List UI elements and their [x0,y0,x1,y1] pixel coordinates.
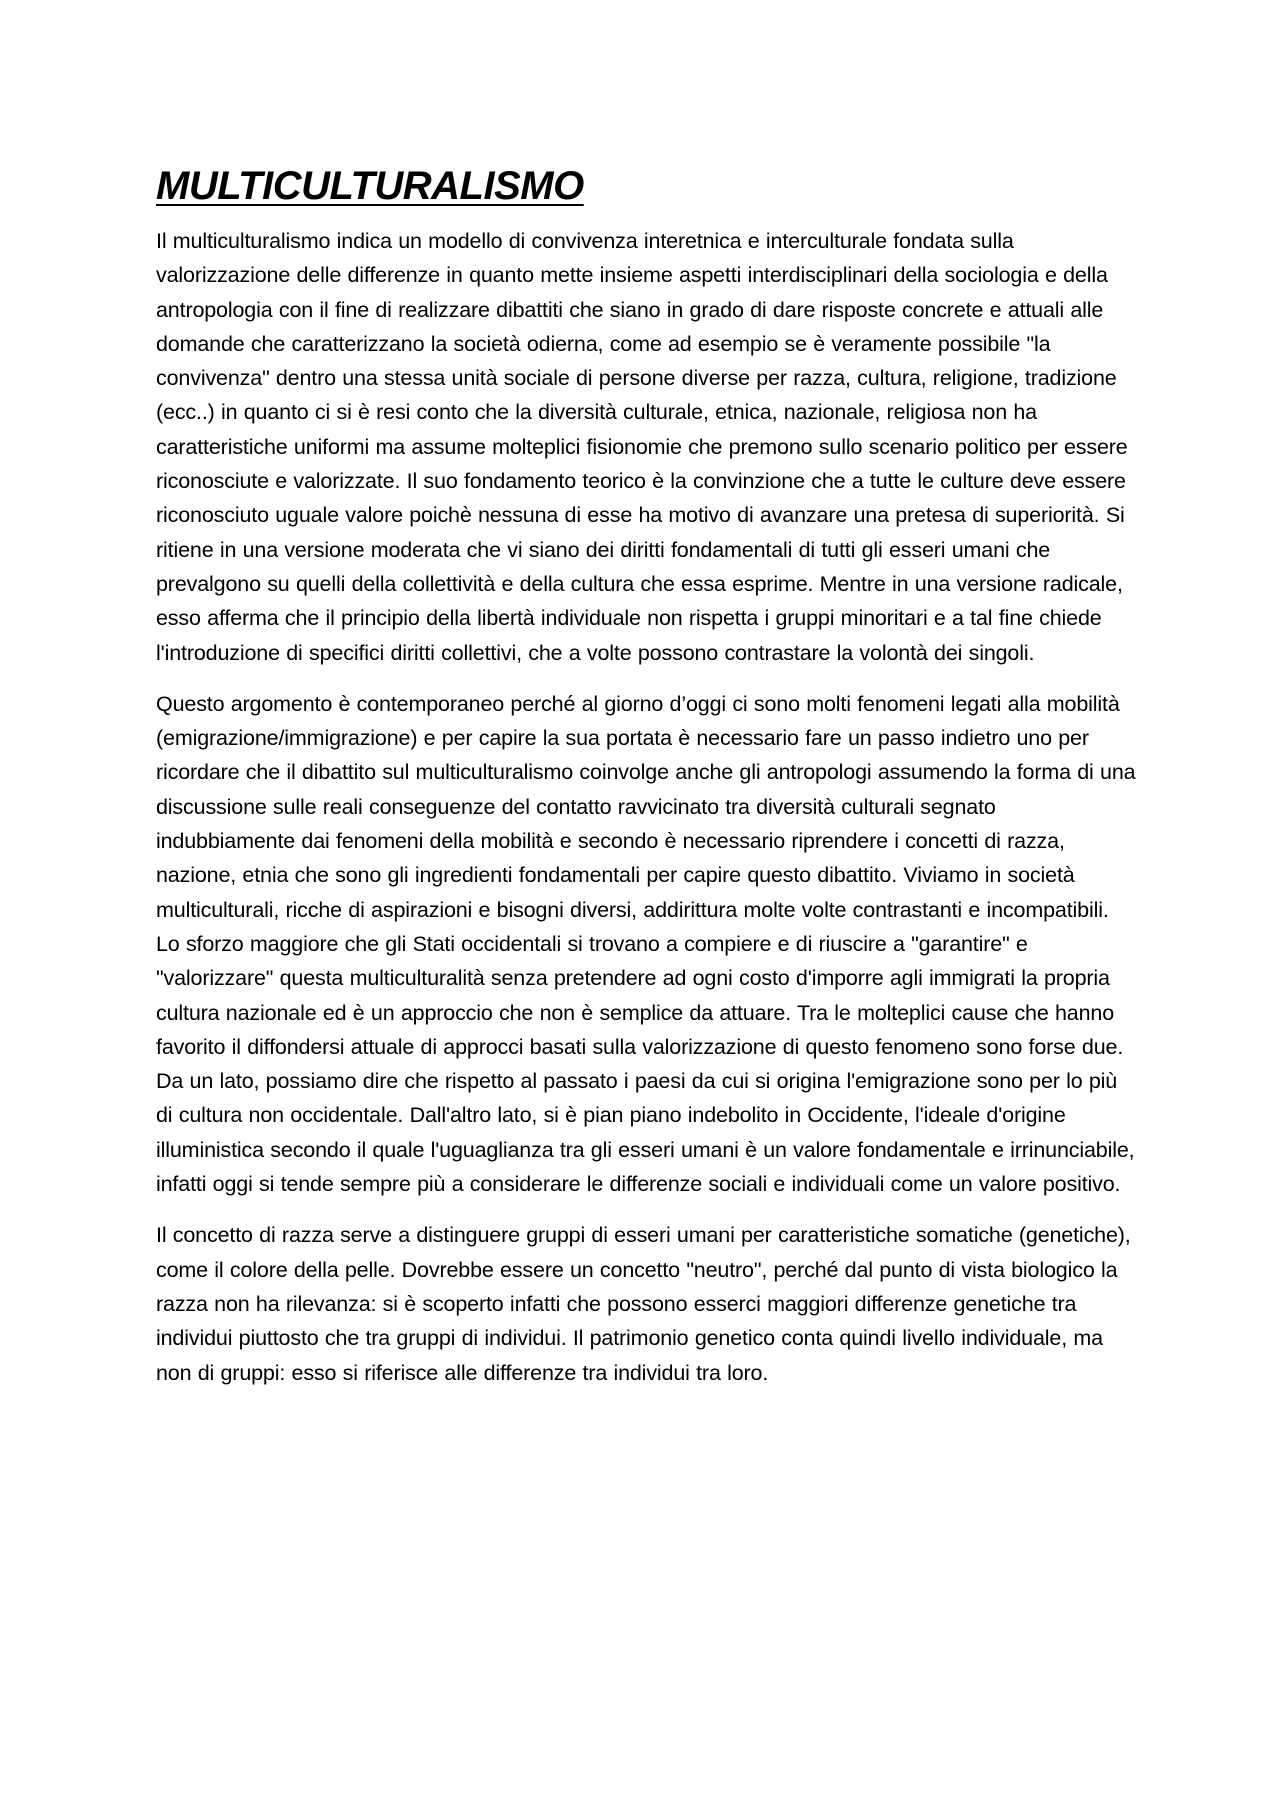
paragraph-race: Il concetto di razza serve a distinguere gruppi di esseri umani per caratteristiche somatiche (genetiche), come il colore della pelle. Dovrebbe essere un concetto "neutro", perché dal punto di vista biologico la razza non ha rilevanza: si è scoperto infatti che possono esserci maggiori differenze genetiche tra individui piuttosto che tra gruppi di individui. Il patrimonio genetico conta quindi livello individuale, ma non di gruppi: esso si riferisce alle differenze tra individui tra loro. [156,1223,1131,1385]
document-body [156,160,1136,1407]
document-title: MULTICULTURALISMO [156,164,584,208]
paragraph-contemporary: Questo argomento è contemporaneo perché al giorno d’oggi ci sono molti fenomeni legati alla mobilità (emigrazione/immigrazione) e per capire la sua portata è necessario fare un passo indietro uno per ricordare che il dibattito sul multiculturalismo coinvolge anche gli antropologi assumendo la forma di una discussione sulle reali conseguenze del contatto ravvicinato tra diversità culturali segnato indubbiamente dai fenomeni della mobilità e secondo è necessario riprendere i concetti di razza, nazione, etnia che sono gli ingredienti fondamentali per capire questo dibattito. Viviamo in società multiculturali, ricche di aspirazioni e bisogni diversi, addirittura molte volte contrastanti e incompatibili. Lo sforzo maggiore che gli Stati occidentali si trovano a compiere e di riuscire a "garantire" e "valorizzare" questa multiculturalità senza pretendere ad ogni costo d'imporre agli immigrati la propria cultura nazionale ed è un approccio che non è semplice da attuare. Tra le molteplici cause che hanno favorito il diffondersi attuale di approcci basati sulla valorizzazione di questo fenomeno sono forse due. Da un lato, possiamo dire che rispetto al passato i paesi da cui si origina l'emigrazione sono per lo più di cultura non occidentale. Dall'altro lato, si è pian piano indebolito in Occidente, l'ideale d'origine illuministica secondo il quale l'uguaglianza tra gli esseri umani è un valore fondamentale e irrinunciabile, infatti oggi si tende sempre più a considerare le differenze sociali e individuali come un valore positivo. [156,691,1136,1197]
paragraph-intro: Il multiculturalismo indica un modello di convivenza interetnica e interculturale fondata sulla valorizzazione delle differenze in quanto mette insieme aspetti interdisciplinari della sociologia e della antropologia con il fine di realizzare dibattiti che siano in grado di dare risposte concrete e attuali alle domande che caratterizzano la società odierna, come ad esempio se è veramente possibile "la convivenza" dentro una stessa unità sociale di persone diverse per razza, cultura, religione, tradizione (ecc..) in quanto ci si è resi conto che la diversità culturale, etnica, nazionale, religiosa non ha caratteristiche uniformi ma assume molteplici fisionomie che premono sullo scenario politico per essere riconosciute e valorizzate. Il suo fondamento teorico è la convinzione che a tutte le culture deve essere riconosciuto uguale valore poichè nessuna di esse ha motivo di avanzare una pretesa di superiorità. Si ritiene in una versione moderata che vi siano dei diritti fondamentali di tutti gli esseri umani che prevalgono su quelli della collettività e della cultura che essa esprime. Mentre in una versione radicale, esso afferma che il principio della libertà individuale non rispetta i gruppi minoritari e a tal fine chiede l'introduzione di specifici diritti collettivi, che a volte possono contrastare la volontà dei singoli. [156,229,1128,665]
